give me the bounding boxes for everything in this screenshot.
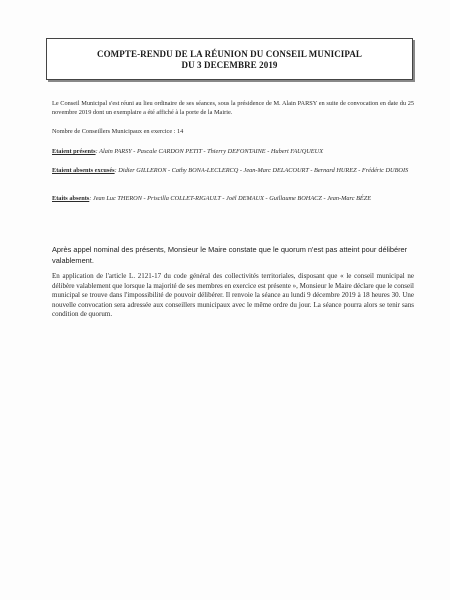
present-members [52,148,414,157]
councillor-count: Nombre de Conseillers Municipaux en exercice : 14 [52,128,184,135]
excused-label: Etaient absents excusés [52,167,115,174]
absent-label: Etaits absents [52,195,90,202]
absent-names: : Jean Luc THERON - Priscilla COLLET-RIGAULT - Joël DEMAUX - Guillaume BOHACZ - Jean-Marc BÉZE [89,195,372,202]
article-paragraph: En application de l'article L. 2121-17 du code général des collectivités territoriales, disposant que « le conseil municipal ne délibère valablement que lorsque la majorité de ses membres en exercice est présente », Monsieur le Maire déclare que le conseil municipal se trouve dans l'impossibilité de pouvoir délibérer. Il renvoie la séance au lundi 9 décembre 2019 à 18 heures 30. Une nouvelle convocation sera adressée aux conseillers municipaux avec le même ordre du jour. La séance pourra alors se tenir sans condition de quorum. [52,272,414,319]
absent-members [52,195,414,204]
document-title-box [46,38,413,80]
present-names: : Alain PARSY - Pascale CARDON PETIT - Thierry DEFONTAINE - Hubert FAUQUEUX [95,148,324,155]
intro-paragraph: Le Conseil Municipal s'est réuni au lieu ordinaire de ses séances, sous la présidence de M. Alain PARSY en suite de convocation en date du 25 novembre 2019 dont un exemplaire a été affiché à la porte de la Mairie. [52,100,414,116]
quorum-paragraph: Après appel nominal des présents, Monsieur le Maire constate que le quorum n'est pas atteint pour délibérer valablement. [52,245,408,265]
document-date-title: DU 3 DECEMBRE 2019 [181,60,278,70]
present-label: Etaient présents [52,148,96,155]
excused-names: : Didier GILLERON - Cathy BONA-LECLERCQ - Jean-Marc DELACOURT - Bernard HUREZ - Frédéric DUBOIS [114,167,409,174]
document-title: COMPTE-RENDU DE LA RÉUNION DU CONSEIL MUNICIPAL [96,49,363,59]
excused-members [52,167,414,176]
